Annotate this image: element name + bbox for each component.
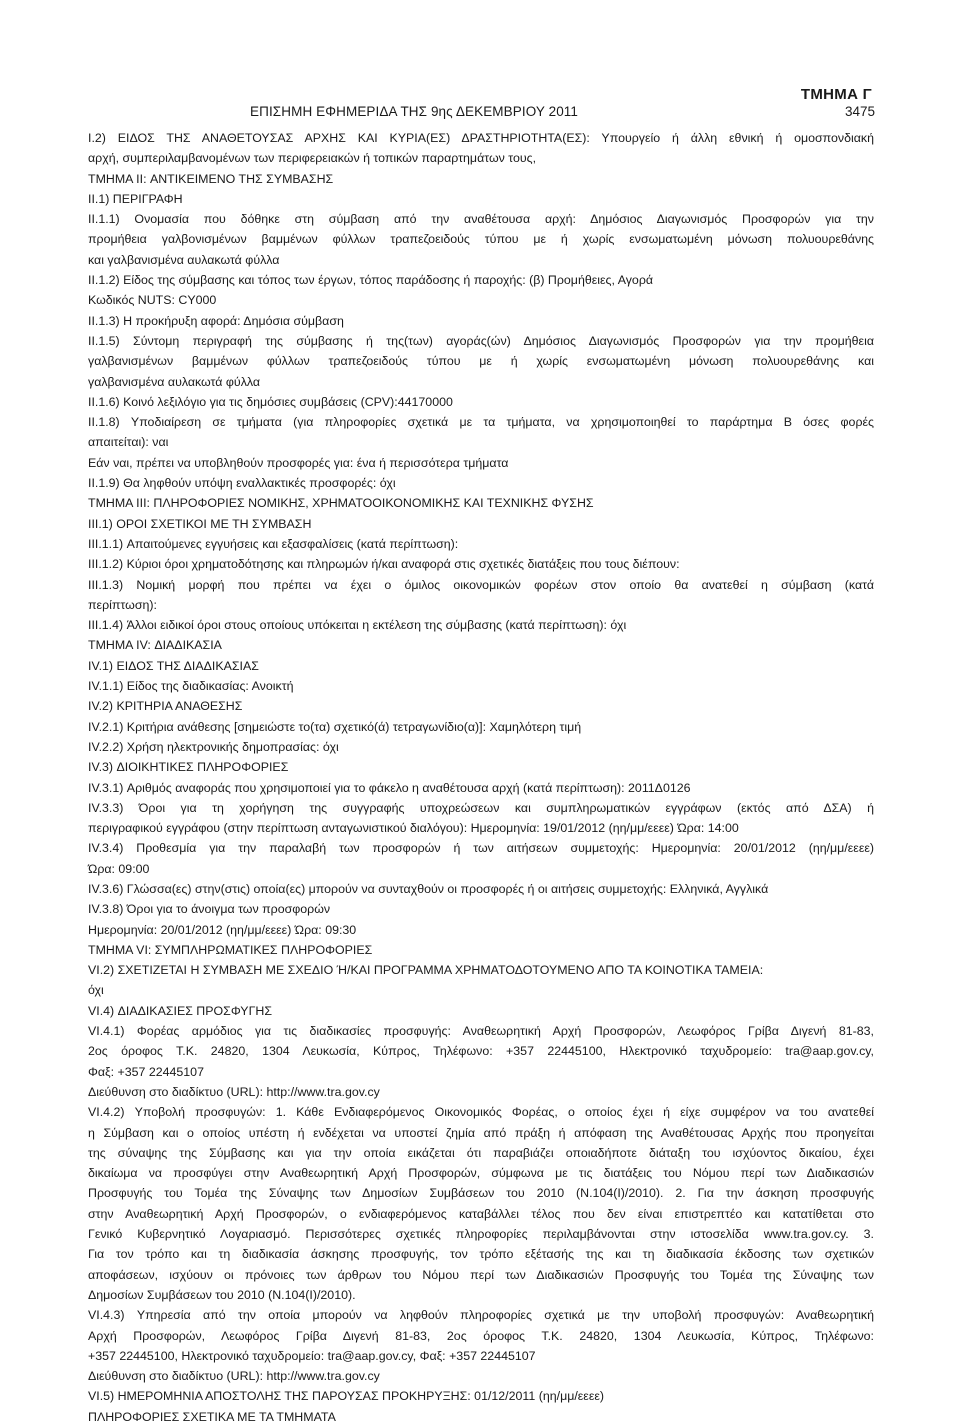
text-line: Ώρα: 09:00	[88, 861, 150, 876]
text-line: II.1.5) Σύντομη περιγραφή της σύμβασης ή της(των) αγοράς(ών) Δημόσιος Διαγωνισμός Προσφορών για την προμήθεια	[88, 333, 874, 348]
text-line: VI.5) ΗΜΕΡΟΜΗΝΙΑ ΑΠΟΣΤΟΛΗΣ ΤΗΣ ΠΑΡΟΥΣΑΣ ΠΡΟΚΗΡΥΞΗΣ: 01/12/2011 (ηη/μμ/εεεε)	[88, 1389, 605, 1404]
text-line: ΠΛΗΡΟΦΟΡΙΕΣ ΣΧΕΤΙΚΑ ΜΕ ΤΑ ΤΜΗΜΑΤΑ	[88, 1409, 336, 1424]
text-line: IV.2) ΚΡΙΤΗΡΙΑ ΑΝΑΘΕΣΗΣ	[88, 699, 243, 714]
text-line: ΤΜΗΜΑ IV: ΔΙΑΔΙΚΑΣΙΑ	[88, 638, 222, 653]
text-line: III.1.4) Άλλοι ειδικοί όροι στους οποίους υπόκειται η εκτέλεση της σύμβασης (κατά περίπτωση): όχι	[88, 618, 627, 633]
text-line: II.1.3) Η προκήρυξη αφορά: Δημόσια σύμβαση	[88, 313, 344, 328]
text-line: II.1.8) Υποδιαίρεση σε τμήματα (για πληροφορίες σχετικά με τα τμήματα, να χρησιμοποιηθεί το παράρτημα Β όσες φορές	[88, 415, 874, 430]
text-line: της σύναψης της Σύμβασης και για την οποία εικάζεται ότι παραβιάζει οποιαδήποτε διάταξη του ισχύοντος δικαίου, έχει	[88, 1145, 874, 1160]
text-line: γαλβανισμένα αυλακωτά φύλλα	[88, 374, 261, 389]
text-line: γαλβανισμένων βαμμένων φύλλων τραπεζοειδούς τύπου με ή χωρίς ενσωματωμένη μόνωση πολυουρεθάνης και	[88, 354, 874, 369]
text-line: III.1.3) Νομική μορφή που πρέπει να έχει ο όμιλος οικονομικών φορέων στον οποίο θα ανατεθεί η σύμβαση (κατά	[88, 577, 874, 592]
text-line: IV.3.6) Γλώσσα(ες) στην(στις) οποία(ες) μπορούν να συνταχθούν οι προσφορές ή οι αιτήσεις συμμετοχής: Ελληνικά, Αγγλικά	[88, 881, 769, 896]
text-line: και γαλβανισμένα αυλακωτά φύλλα	[88, 252, 280, 267]
text-line: IV.3.8) Όροι για το άνοιγμα των προσφορών	[88, 902, 331, 917]
text-line: VI.4) ΔΙΑΔΙΚΑΣΙΕΣ ΠΡΟΣΦΥΓΗΣ	[88, 1003, 273, 1018]
text-line: Αρχή Προσφορών, Λεωφόρος Γρίβα Διγενή 81-83, 2ος όροφος Τ.Κ. 24820, 1304 Λευκωσία, Κύπρος, Τηλέφωνο:	[88, 1328, 874, 1343]
text-line: IV.3.4) Προθεσμία για την παραλαβή των προσφορών ή των αιτήσεων συμμετοχής: Ημερομηνία: 20/01/2012 (ηη/μμ/εεεε)	[88, 841, 874, 856]
text-line: III.1.1) Απαιτούμενες εγγυήσεις και εξασφαλίσεις (κατά περίπτωση):	[88, 536, 459, 551]
text-line: ΤΜΗΜΑ III: ΠΛΗΡΟΦΟΡΙΕΣ ΝΟΜΙΚΗΣ, ΧΡΗΜΑΤΟΟΙΚΟΝΟΜΙΚΗΣ ΚΑΙ ΤΕΧΝΙΚΗΣ ΦΥΣΗΣ	[88, 496, 594, 511]
text-line: 2ος όροφος Τ.Κ. 24820, 1304 Λευκωσία, Κύπρος, Τηλέφωνο: +357 22445100, Ηλεκτρονικό ταχυδρομείο: tra@aap.gov.cy,	[88, 1044, 874, 1059]
text-line: VI.2) ΣΧΕΤΙΖΕΤΑΙ Η ΣΥΜΒΑΣΗ ΜΕ ΣΧΕΔΙΟ Ή/ΚΑΙ ΠΡΟΓΡΑΜΜΑ ΧΡΗΜΑΤΟΔΟΤΟΥΜΕΝΟ ΑΠΟ ΤΑ ΚΟΙΝΟΤΙΚΑ ΤΑΜΕΙΑ:	[88, 963, 764, 978]
text-line: VI.4.3) Υπηρεσία από την οποία μπορούν να ληφθούν πληροφορίες σχετικά με την υποβολή προσφυγών: Αναθεωρητική	[88, 1308, 874, 1323]
text-line: I.2) ΕΙΔΟΣ ΤΗΣ ΑΝΑΘΕΤΟΥΣΑΣ ΑΡΧΗΣ ΚΑΙ ΚΥΡΙΑ(ΕΣ) ΔΡΑΣΤΗΡΙΟΤΗΤΑ(ΕΣ): Υπουργείο ή άλλη εθνική ή ομοσπονδιακή	[88, 131, 874, 145]
text-line: Δημοσίων Συμβάσεων του 2010 (Ν.104(Ι)/2010).	[88, 1287, 356, 1302]
text-line: VI.4.2) Υποβολή προσφυγών: 1. Κάθε Ενδιαφερόμενος Οικονομικός Φορέας, ο οποίος έχει ή είχε συμφέρον να του ανατεθεί	[88, 1105, 874, 1120]
text-line: VI.4.1) Φορέας αρμόδιος για τις διαδικασίες προσφυγής: Αναθεωρητική Αρχή Προσφορών, Λεωφόρος Γρίβα Διγενή 81-83,	[88, 1024, 874, 1039]
text-line: IV.3) ΔΙΟΙΚΗΤΙΚΕΣ ΠΛΗΡΟΦΟΡΙΕΣ	[88, 760, 289, 775]
text-line: III.1) ΟΡΟΙ ΣΧΕΤΙΚΟΙ ΜΕ ΤΗ ΣΥΜΒΑΣΗ	[88, 516, 312, 531]
text-line: Κωδικός NUTS: CY000	[88, 293, 217, 308]
text-line: IV.1.1) Είδος της διαδικασίας: Ανοικτή	[88, 679, 294, 694]
text-line: IV.3.1) Αριθμός αναφοράς που χρησιμοποιεί για το φάκελο η αναθέτουσα αρχή (κατά περίπτωση): 2011Δ0126	[88, 780, 691, 795]
text-line: Για τον τρόπο και τη διαδικασία άσκησης προσφυγής, τον τρόπο εξέτασής της και τη διαδικασία έκδοσης των σχετικών	[88, 1247, 874, 1262]
text-line: περιγραφικού εγγράφου (στην περίπτωση ανταγωνιστικού διαλόγου): Ημερομηνία: 19/01/2012 (ηη/μμ/εεεε) Ώρα: 14:00	[88, 821, 739, 836]
text-line: δικαίωμα να προσφύγει στην Αναθεωρητική Αρχή Προσφορών, σύμφωνα με τις διατάξεις του Νόμου περί των Διαδικασιών	[88, 1166, 874, 1181]
text-line: IV.1) ΕΙΔΟΣ ΤΗΣ ΔΙΑΔΙΚΑΣΙΑΣ	[88, 658, 259, 673]
text-line: Προσφυγής του Τομέα της Σύναψης των Δημοσίων Συμβάσεων του 2010 (Ν.104(Ι)/2010). 2. Για την άσκηση προσφυγής	[88, 1186, 874, 1201]
text-line: απαιτείται): ναι	[88, 435, 169, 450]
journal-running-title: ΕΠΙΣΗΜΗ ΕΦΗΜΕΡΙΔΑ ΤΗΣ 9ης ΔΕΚΕΜΒΡΙΟΥ 2011	[250, 104, 579, 119]
text-line: περίπτωση):	[88, 597, 157, 612]
text-line: Διεύθυνση στο διαδίκτυο (URL): http://www.tra.gov.cy	[88, 1084, 380, 1099]
text-line: όχι	[88, 983, 104, 998]
text-line: II.1) ΠΕΡΙΓΡΑΦΗ	[88, 191, 183, 206]
text-line: αποφάσεων, ισχύουν οι πρόνοιες των άρθρων του Νόμου περί των Διαδικασιών Προσφυγής του Τομέα της Σύναψης των	[88, 1267, 874, 1282]
text-line: II.1.2) Είδος της σύμβασης και τόπος των έργων, τόπος παράδοσης ή παροχής: (β) Προμήθειες, Αγορά	[88, 273, 654, 288]
text-line: II.1.9) Θα ληφθούν υπόψη εναλλακτικές προσφορές: όχι	[88, 476, 396, 491]
text-line: II.1.6) Κοινό λεξιλόγιο για τις δημόσιες συμβάσεις (CPV):44170000	[88, 394, 453, 409]
text-line: ΤΜΗΜΑ II: ΑΝΤΙΚΕΙΜΕΝΟ ΤΗΣ ΣΥΜΒΑΣΗΣ	[88, 171, 334, 186]
text-line: στην Αναθεωρητική Αρχή Προσφορών, ο ενδιαφερόμενος καταβάλλει τέλος που δεν είναι επιστρεπτέο και κατατίθεται στο	[88, 1206, 874, 1221]
section-heading: ΤΜΗΜΑ Γ	[800, 86, 872, 103]
page-number: 3475	[844, 104, 875, 119]
text-line: IV.2.1) Κριτήρια ανάθεσης [σημειώστε το(τα) σχετικό(ά) τετραγωνίδιο(α)]: Χαμηλότερη τιμή	[88, 719, 582, 734]
text-line: III.1.2) Κύριοι όροι χρηματοδότησης και πληρωμών ή/και αναφορά στις σχετικές διατάξεις που τους διέπουν:	[88, 557, 680, 572]
text-line: IV.3.3) Όροι για τη χορήγηση της συγγραφής υποχρεώσεων και συμπληρωματικών εγγράφων (εκτός από ΔΣΑ) ή	[88, 800, 874, 815]
text-line: II.1.1) Ονομασία που δόθηκε στη σύμβαση από την αναθέτουσα αρχή: Δημόσιος Διαγωνισμός Προσφορών για την	[88, 212, 874, 227]
text-line: Φαξ: +357 22445107	[88, 1064, 204, 1079]
text-line: Εάν ναι, πρέπει να υποβληθούν προσφορές για: ένα ή περισσότερα τμήματα	[88, 455, 509, 470]
text-line: αρχή, συμπεριλαμβανομένων των περιφερειακών ή τοπικών παραρτημάτων τους,	[88, 151, 537, 166]
text-line: Διεύθυνση στο διαδίκτυο (URL): http://www.tra.gov.cy	[88, 1369, 380, 1384]
text-line: ΤΜΗΜΑ VI: ΣΥΜΠΛΗΡΩΜΑΤΙΚΕΣ ΠΛΗΡΟΦΟΡΙΕΣ	[88, 942, 373, 957]
text-line: η Σύμβαση και ο οποίος υπέστη ή ενδέχεται να υποστεί ζημία από πράξη ή απόφαση της Αναθέτουσας Αρχής που προηγείται	[88, 1125, 874, 1140]
document-body	[88, 128, 874, 1427]
text-line: προμήθεια γαλβονισμένων βαμμένων φύλλων τραπεζοειδούς τύπου με ή χωρίς ενσωματωμένη μόνωση πολυουρεθάνης	[88, 232, 874, 247]
text-line: Ημερομηνία: 20/01/2012 (ηη/μμ/εεεε) Ώρα: 09:30	[88, 922, 357, 937]
text-line: Γενικό Κυβερνητικό Λογαριασμό. Περισσότερες σχετικές πληροφορίες περιλαμβάνονται στην ιστοσελίδα www.tra.gov.cy. 3.	[88, 1227, 874, 1242]
text-line: IV.2.2) Χρήση ηλεκτρονικής δημοπρασίας: όχι	[88, 739, 339, 754]
text-line: +357 22445100, Ηλεκτρονικό ταχυδρομείο: tra@aap.gov.cy, Φαξ: +357 22445107	[88, 1348, 536, 1363]
